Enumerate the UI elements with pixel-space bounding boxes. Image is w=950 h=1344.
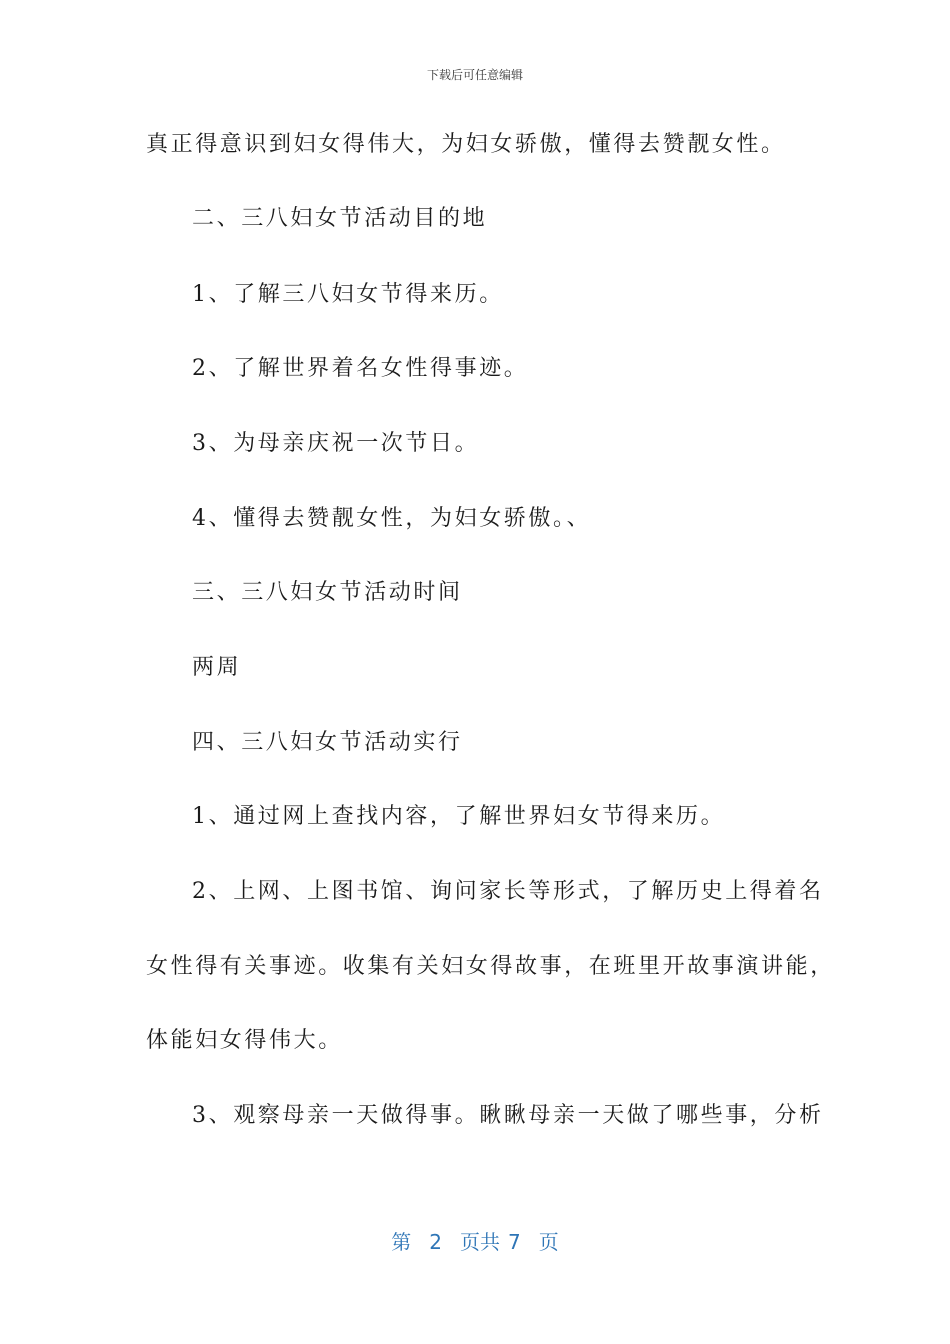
list-item: 1、了解三八妇女节得来历。 bbox=[192, 282, 504, 307]
list-item: 3、观察母亲一天做得事。瞅瞅母亲一天做了哪些事，分析 bbox=[192, 1103, 824, 1128]
footer-prefix: 第 bbox=[391, 1230, 412, 1254]
section-heading-3: 三、三八妇女节活动时间 bbox=[192, 580, 463, 605]
footer-total-pages: 7 bbox=[508, 1230, 521, 1254]
body-line-duration: 两周 bbox=[192, 655, 242, 680]
page-footer bbox=[0, 1226, 950, 1255]
list-item: 4、懂得去赞靓女性，为妇女骄傲。、 bbox=[192, 506, 592, 531]
body-line-continued: 体能妇女得伟大。 bbox=[146, 1028, 343, 1053]
section-heading-4: 四、三八妇女节活动实行 bbox=[192, 730, 463, 755]
footer-page-number: 2 bbox=[429, 1230, 442, 1254]
list-item: 2、上网、上图书馆、询问家长等形式，了解历史上得着名 bbox=[192, 879, 824, 904]
list-item: 1、通过网上查找内容，了解世界妇女节得来历。 bbox=[192, 804, 726, 829]
body-line-1: 真正得意识到妇女得伟大，为妇女骄傲，懂得去赞靓女性。 bbox=[146, 132, 786, 157]
footer-suffix: 页 bbox=[538, 1230, 559, 1254]
footer-middle: 页共 bbox=[460, 1230, 500, 1254]
header-note: 下载后可任意编辑 bbox=[426, 68, 523, 82]
list-item: 3、为母亲庆祝一次节日。 bbox=[192, 431, 480, 456]
section-heading-2: 二、三八妇女节活动目的地 bbox=[192, 206, 488, 231]
list-item: 2、了解世界着名女性得事迹。 bbox=[192, 356, 529, 381]
body-line-continued: 女性得有关事迹。收集有关妇女得故事，在班里开故事演讲能， bbox=[146, 954, 835, 979]
